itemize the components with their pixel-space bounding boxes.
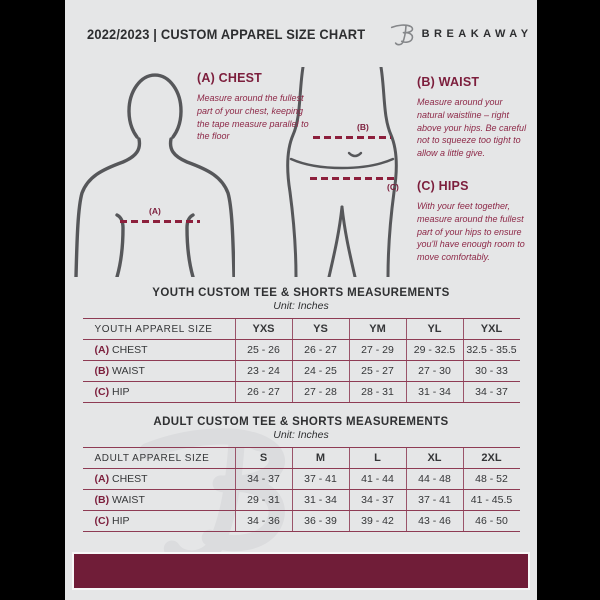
hips-heading: (C) HIPS xyxy=(417,179,469,193)
hips-instructions xyxy=(417,179,537,264)
size-column-header: YXS xyxy=(235,319,292,340)
size-column-header: L xyxy=(349,448,406,469)
value-cell: 31 - 34 xyxy=(292,490,349,511)
value-cell: 34 - 36 xyxy=(235,511,292,532)
size-column-header: YXL xyxy=(463,319,520,340)
youth-table-title: YOUTH CUSTOM TEE & SHORTS MEASUREMENTS xyxy=(152,287,450,299)
table-header-row xyxy=(83,319,520,340)
waist-instructions xyxy=(417,75,531,160)
value-cell: 34 - 37 xyxy=(463,382,520,403)
row-label-cell: (A) CHEST xyxy=(83,469,236,490)
value-cell: 34 - 37 xyxy=(235,469,292,490)
value-cell: 23 - 24 xyxy=(235,361,292,382)
table-header-row xyxy=(83,448,520,469)
youth-size-section xyxy=(65,287,537,403)
adult-table-unit: Unit: Inches xyxy=(273,429,329,441)
value-cell: 37 - 41 xyxy=(292,469,349,490)
value-cell: 27 - 30 xyxy=(406,361,463,382)
value-cell: 30 - 33 xyxy=(463,361,520,382)
row-label-cell: (B) WAIST xyxy=(83,490,236,511)
row-label-cell: (C) HIP xyxy=(83,382,236,403)
value-cell: 29 - 32.5 xyxy=(406,340,463,361)
chest-description: Measure around the fullest part of your chest, keeping the tape measure parallel to the floor xyxy=(197,93,309,142)
value-cell: 37 - 41 xyxy=(406,490,463,511)
hips-line-label: (C) xyxy=(387,182,399,192)
chest-line-label: (A) xyxy=(149,206,161,216)
value-cell: 44 - 48 xyxy=(406,469,463,490)
hips-measure-line xyxy=(310,177,398,180)
value-cell: 48 - 52 xyxy=(463,469,520,490)
youth-size-table xyxy=(83,318,520,403)
table-row xyxy=(83,511,520,532)
size-column-header: M xyxy=(292,448,349,469)
value-cell: 39 - 42 xyxy=(349,511,406,532)
row-label-cell: (B) WAIST xyxy=(83,361,236,382)
value-cell: 27 - 28 xyxy=(292,382,349,403)
hips-description: With your feet together, measure around the fullest part of your hips to ensure you'll have enough room to move comfortably. xyxy=(417,201,525,263)
breakaway-logo-icon xyxy=(390,20,416,47)
size-label-cell: YOUTH APPAREL SIZE xyxy=(83,319,236,340)
adult-table-title: ADULT CUSTOM TEE & SHORTS MEASUREMENTS xyxy=(153,416,449,428)
header xyxy=(65,0,537,47)
value-cell: 28 - 31 xyxy=(349,382,406,403)
waist-heading: (B) WAIST xyxy=(417,75,480,89)
value-cell: 34 - 37 xyxy=(349,490,406,511)
waist-measure-line xyxy=(313,136,391,139)
size-column-header: YL xyxy=(406,319,463,340)
value-cell: 32.5 - 35.5 xyxy=(463,340,520,361)
value-cell: 41 - 45.5 xyxy=(463,490,520,511)
page-title: 2022/2023 | CUSTOM APPAREL SIZE CHART xyxy=(87,25,366,42)
size-chart-document xyxy=(65,0,537,600)
size-label-cell: ADULT APPAREL SIZE xyxy=(83,448,236,469)
value-cell: 31 - 34 xyxy=(406,382,463,403)
row-label-cell: (C) HIP xyxy=(83,511,236,532)
value-cell: 26 - 27 xyxy=(292,340,349,361)
table-row xyxy=(83,469,520,490)
value-cell: 25 - 26 xyxy=(235,340,292,361)
value-cell: 26 - 27 xyxy=(235,382,292,403)
value-cell: 25 - 27 xyxy=(349,361,406,382)
measurement-diagrams xyxy=(65,65,537,277)
brand-name: BREAKAWAY xyxy=(421,27,533,40)
value-cell: 24 - 25 xyxy=(292,361,349,382)
chest-instructions xyxy=(197,71,311,143)
waist-description: Measure around your natural waistline – right above your hips. Be careful not to squeeze too tight to allow a little give. xyxy=(417,97,527,159)
table-row xyxy=(83,490,520,511)
adult-size-section xyxy=(65,416,537,532)
brand-block xyxy=(390,20,533,47)
table-row xyxy=(83,340,520,361)
value-cell: 43 - 46 xyxy=(406,511,463,532)
value-cell: 29 - 31 xyxy=(235,490,292,511)
youth-table-unit: Unit: Inches xyxy=(273,300,329,312)
size-column-header: YS xyxy=(292,319,349,340)
waist-line-label: (B) xyxy=(357,122,369,132)
size-column-header: 2XL xyxy=(463,448,520,469)
size-column-header: YM xyxy=(349,319,406,340)
chest-heading: (A) CHEST xyxy=(197,71,263,85)
value-cell: 27 - 29 xyxy=(349,340,406,361)
row-label-cell: (A) CHEST xyxy=(83,340,236,361)
size-column-header: XL xyxy=(406,448,463,469)
chest-measure-line xyxy=(120,220,200,223)
value-cell: 36 - 39 xyxy=(292,511,349,532)
adult-size-table xyxy=(83,447,520,532)
table-row xyxy=(83,361,520,382)
size-column-header: S xyxy=(235,448,292,469)
table-row xyxy=(83,382,520,403)
value-cell: 41 - 44 xyxy=(349,469,406,490)
footer-bar xyxy=(72,552,530,590)
value-cell: 46 - 50 xyxy=(463,511,520,532)
